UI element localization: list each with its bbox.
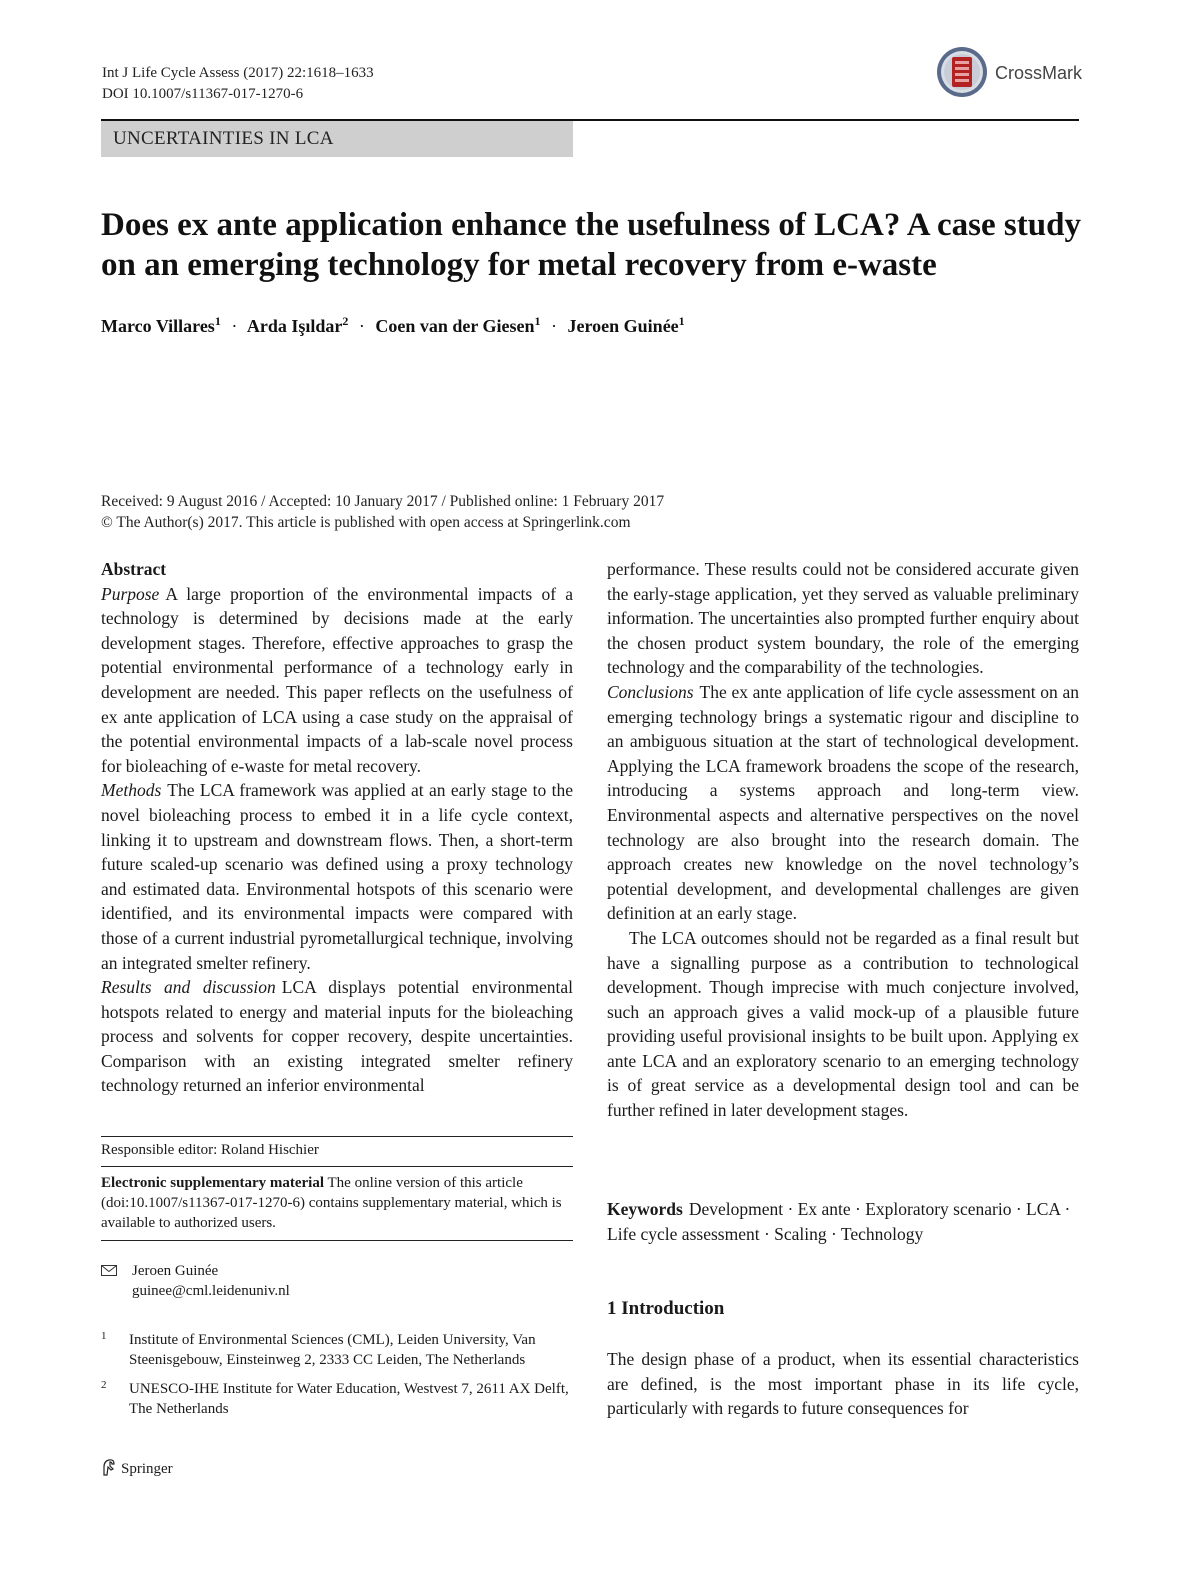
affiliation-number: 1 xyxy=(101,1330,107,1342)
springer-horse-icon xyxy=(101,1458,117,1476)
received-accepted-dates: Received: 9 August 2016 / Accepted: 10 January 2017 / Published online: 1 February 2017 xyxy=(101,493,665,510)
journal-citation: Int J Life Cycle Assess (2017) 22:1618–1633 xyxy=(102,65,374,81)
crossmark-label: CrossMark xyxy=(995,63,1083,83)
author-separator: · xyxy=(358,316,365,336)
crossmark-icon xyxy=(936,46,988,98)
abstract-heading: Abstract xyxy=(101,559,167,579)
affiliation-text: UNESCO-IHE Institute for Water Education, Westvest 7, 2611 AX Delft, The Netherlands xyxy=(129,1381,569,1417)
esm-label: Electronic supplementary material xyxy=(101,1175,325,1191)
abstract-left-column xyxy=(101,557,573,1098)
author-list xyxy=(101,314,685,337)
author-name[interactable]: Marco Villares xyxy=(101,316,215,336)
author-name[interactable]: Jeroen Guinée xyxy=(567,316,679,336)
results-text: LCA displays potential environmental hotspots related to energy and material inputs for the bioleaching process and solvents for copper recovery, despite uncertainties. Comparison with an existing integrated smelter refinery technology returned an inferior environmental xyxy=(101,977,573,1096)
crossmark-badge[interactable] xyxy=(936,46,1086,102)
results-label: Results and discussion xyxy=(101,977,276,998)
affiliation-number: 2 xyxy=(101,1379,107,1391)
affiliation-item xyxy=(101,1379,573,1419)
author-separator: · xyxy=(231,316,238,336)
doi[interactable]: DOI 10.1007/s11367-017-1270-6 xyxy=(102,86,304,102)
author-name[interactable]: Coen van der Giesen xyxy=(375,316,535,336)
keywords xyxy=(607,1197,1079,1246)
conclusions-text: The ex ante application of life cycle assessment on an emerging technology brings a systematic rigour and discipline to an ambiguous situation at the start of technological development. Applying the LCA framework broadens the scope of the research, introducing a systems approach and long-term view. Environmental aspects and alternative perspectives on the novel technology are also brought into the research domain. The approach creates new knowledge on the novel technology’s potential development, and developmental challenges are given definition at an early stage. xyxy=(607,681,1079,924)
keywords-label: Keywords xyxy=(607,1199,683,1219)
responsible-editor: Responsible editor: Roland Hischier xyxy=(101,1142,319,1158)
conclusions-paragraph-2: The LCA outcomes should not be regarded as a final result but have a signalling purpose as a contribution to technological development. Though imprecise with much conjecture involved, such an approach gives a valid mock-up of a plausible future providing useful provisional insights to be built upon. Applying ex ante LCA and an exploratory scenario to an emerging technology is of great service as a developmental design tool and can be further refined in later development stages. xyxy=(607,927,1079,1121)
section-label: UNCERTAINTIES IN LCA xyxy=(113,128,334,149)
esm-text: The online version of this article (doi:10.1007/s11367-017-1270-6) contains supplementary material, which is available to authorized users. xyxy=(101,1175,562,1231)
publisher-footer xyxy=(101,1458,173,1478)
purpose-label: Purpose xyxy=(101,583,160,604)
corresponding-email[interactable]: guinee@cml.leidenuniv.nl xyxy=(132,1283,290,1299)
corresponding-author xyxy=(101,1261,290,1301)
footnote-divider xyxy=(101,1240,573,1241)
affiliation-item xyxy=(101,1330,573,1370)
purpose-text: A large proportion of the environmental impacts of a technology is determined by decisions made at the early development stages. Therefore, effective approaches to grasp the potential environmental performance of a technology early in development are needed. This paper reflects on the usefulness of ex ante application of LCA using a case study on the appraisal of the potential environmental impacts of a lab-scale novel process for bioleaching of e-waste for metal recovery. xyxy=(101,583,573,776)
envelope-icon xyxy=(101,1265,117,1276)
footnote-divider xyxy=(101,1166,573,1167)
author-affiliation-ref: 1 xyxy=(678,314,685,328)
publisher-name: Springer xyxy=(121,1461,173,1477)
journal-info xyxy=(102,63,374,105)
author-separator: · xyxy=(551,316,558,336)
methods-text: The LCA framework was applied at an early stage to the novel bioleaching process to embed it in a life cycle context, linking it to upstream and downstream flows. Then, a short-term future scaled-up scenario was defined using a proxy technology and estimated data. Environmental hotspots of this scenario were identified, and its environmental impacts were compared with those of a current industrial pyrometallurgical technique, involving an integrated smelter refinery. xyxy=(101,780,573,973)
author-affiliation-ref: 2 xyxy=(342,314,349,328)
publication-dates xyxy=(101,491,664,533)
introduction-text: The design phase of a product, when its essential characteristics are defined, is the most important phase in its life cycle, particularly with regards to future consequences for xyxy=(607,1349,1079,1419)
keywords-list: Development · Ex ante · Exploratory scenario · LCA · Life cycle assessment · Scaling · Technology xyxy=(607,1199,1071,1244)
copyright-notice: © The Author(s) 2017. This article is published with open access at Springerlink.com xyxy=(101,514,631,531)
article-title: Does ex ante application enhance the usefulness of LCA? A case study on an emerging technology for metal recovery from e-waste xyxy=(101,207,1081,283)
results-continued: performance. These results could not be considered accurate given the early-stage application, yet they served as valuable preliminary information. The uncertainties also prompted further enquiry about the chosen product system boundary, the role of the emerging technology and the comparability of the technologies. xyxy=(607,559,1079,678)
author-affiliation-ref: 1 xyxy=(534,314,541,328)
corresponding-name: Jeroen Guinée xyxy=(132,1263,219,1279)
conclusions-label: Conclusions xyxy=(607,681,694,702)
methods-label: Methods xyxy=(101,780,162,801)
author-affiliation-ref: 1 xyxy=(214,314,221,328)
affiliation-text: Institute of Environmental Sciences (CML), Leiden University, Van Steenisgebouw, Einsteinweg 2, 2333 CC Leiden, The Netherlands xyxy=(129,1332,536,1368)
author-name[interactable]: Arda Işıldar xyxy=(246,316,343,336)
section-band xyxy=(101,121,573,157)
abstract-right-column xyxy=(607,557,1079,1123)
footnote-divider xyxy=(101,1136,573,1137)
supplementary-note xyxy=(101,1173,573,1233)
introduction-heading: 1 Introduction xyxy=(607,1298,725,1319)
